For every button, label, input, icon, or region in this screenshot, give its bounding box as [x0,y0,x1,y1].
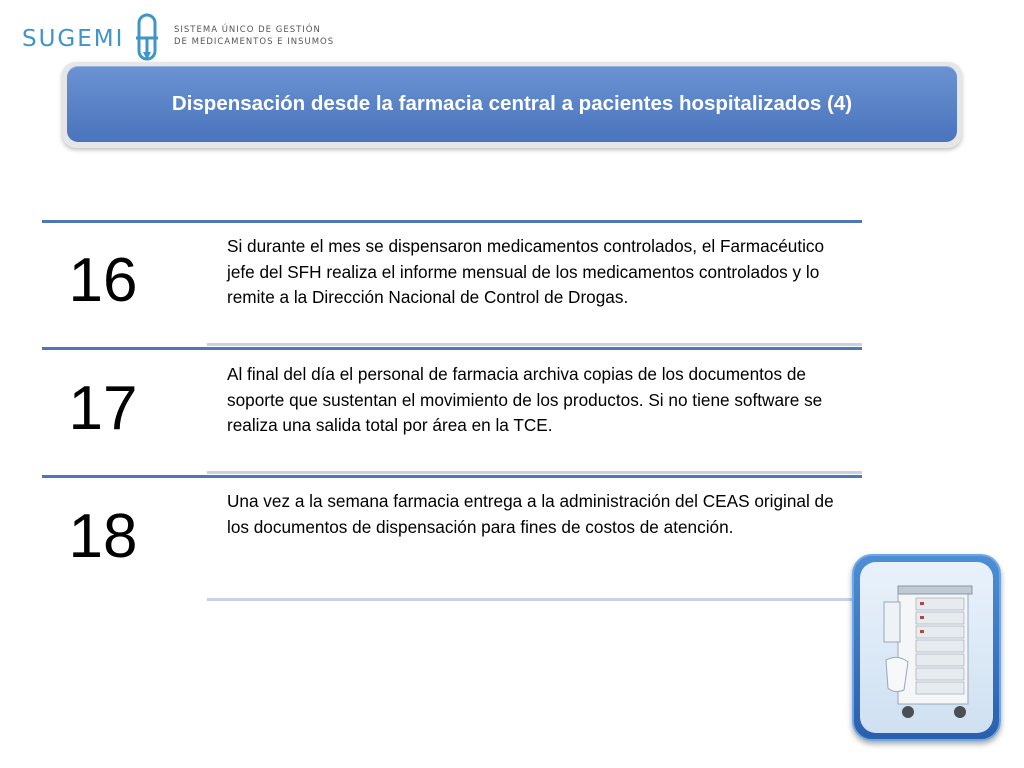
table-row-rule-light-2 [207,471,862,474]
medication-cart-icon [860,562,993,733]
logo-subtitle-line1: SISTEMA ÚNICO DE GESTIÓN [174,25,321,35]
title-banner-fill [67,66,957,142]
step-number-17: 17 [68,374,138,443]
step-number-18: 18 [68,502,138,571]
title-banner [62,62,962,148]
table-top-rule [42,220,862,223]
logo-mark-icon [134,12,164,64]
step-text-18: Una vez a la semana farmacia entrega a la administración del CEAS original de los documentos de dispensación para fines de costos de atención. [227,491,834,537]
table-row-rule-1 [42,347,862,350]
table-row-rule-light-1 [207,343,862,346]
step-text-17: Al final del día el personal de farmacia archiva copias de los documentos de soporte que sustentan el movimiento de los productos. Si no tiene software se realiza una salida total por área en la TCE. [227,364,823,435]
step-number-16: 16 [68,246,138,315]
table-bottom-rule [207,598,862,601]
logo-subtitle-line2: DE MEDICAMENTOS E INSUMOS [174,37,335,47]
medication-cart-image [852,554,1001,741]
step-text-16: Si durante el mes se dispensaron medicamentos controlados, el Farmacéutico jefe del SFH realiza el informe mensual de los medicamentos controlados y lo remite a la Dirección Nacional de Control de Drogas. [227,236,825,307]
page-title: Dispensación desde la farmacia central a pacientes hospitalizados (4) [171,92,853,115]
table-row-rule-2 [42,475,862,478]
sugemi-logo [22,12,342,62]
logo-wordmark: SUGEMI [22,26,125,52]
logo-subtitle [174,24,334,48]
